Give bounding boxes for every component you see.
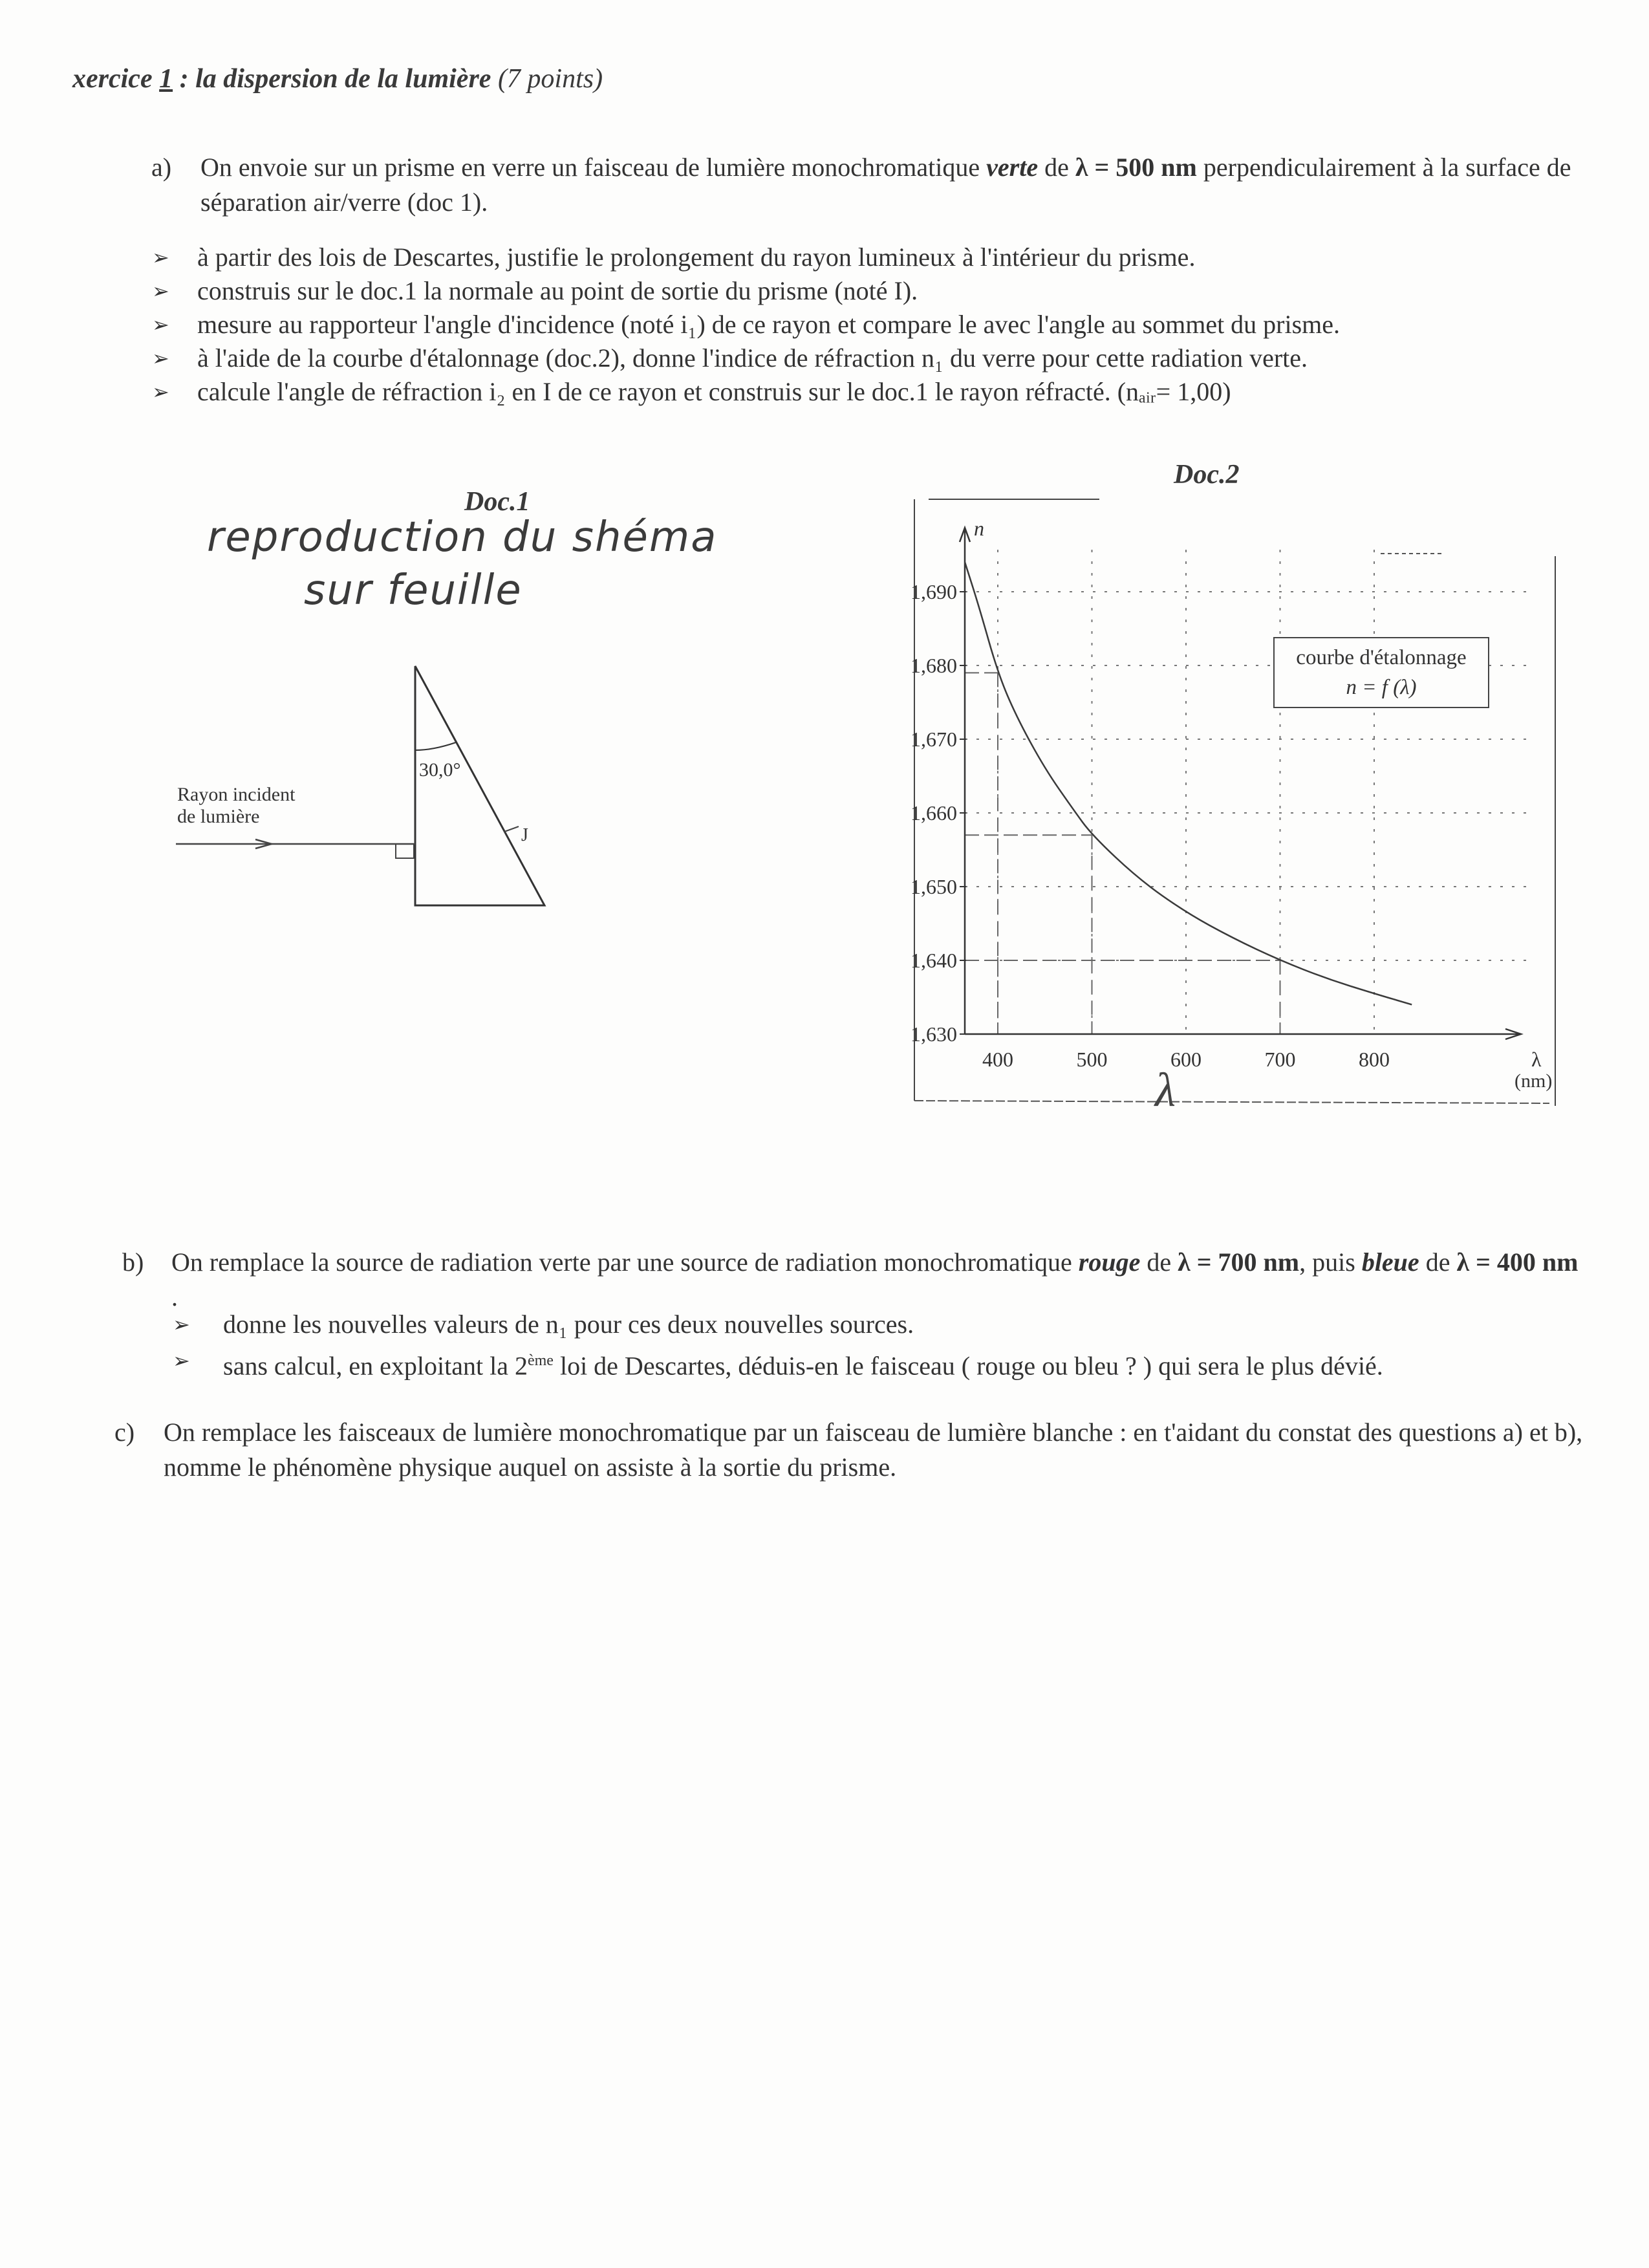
part-b-lambda-red: λ = 700 nm (1178, 1247, 1300, 1277)
x-axis-unit: (nm) (1514, 1070, 1553, 1092)
title-prefix: xercice (72, 64, 160, 94)
list-item (152, 274, 1588, 308)
bullet-text: loi de Descartes, déduis-en le faisceau ( rouge ou bleu ? ) qui sera le plus dévié. (553, 1351, 1383, 1381)
part-a-bullets (152, 241, 1588, 409)
arrow-bullet-icon: ➢ (152, 346, 169, 371)
y-tick-label: 1,680 (911, 654, 957, 677)
prism-triangle (415, 666, 544, 905)
hand-lambda: λ (1155, 1064, 1176, 1112)
doc2-label: Doc.2 (1174, 460, 1240, 490)
prism-diagram (162, 653, 582, 925)
series-line (965, 562, 1412, 1004)
part-b-paragraph (122, 1245, 1588, 1315)
exit-point-tick (504, 826, 519, 832)
part-b-bullets (173, 1306, 1383, 1384)
x-tick-label: 400 (982, 1048, 1013, 1071)
y-tick-label: 1,690 (911, 580, 957, 603)
apex-angle-label: 30,0° (419, 759, 461, 781)
list-item (152, 375, 1588, 409)
x-tick-label: 800 (1359, 1048, 1390, 1071)
part-a-color-word: verte (986, 153, 1039, 182)
exit-point-label: J (521, 825, 528, 845)
y-tick-label: 1,630 (911, 1022, 957, 1046)
arrow-bullet-icon: ➢ (152, 245, 169, 270)
ray-label-line-2: de lumière (177, 806, 260, 827)
arrow-bullet-icon: ➢ (152, 279, 169, 303)
title-points: (7 points) (497, 64, 603, 94)
chart-axes (960, 517, 1552, 1092)
calibration-chart (905, 491, 1571, 1112)
apex-angle-arc (415, 742, 456, 750)
part-b-red-word: rouge (1078, 1247, 1141, 1277)
x-tick-label: 700 (1264, 1048, 1296, 1071)
y-tick-label: 1,670 (911, 728, 957, 751)
bullet-text: à partir des lois de Descartes, justifie le prolongement du rayon lumineux à l'intérieur du prisme. (197, 243, 1196, 272)
list-item (173, 1343, 1383, 1384)
part-b-blue-word: bleue (1361, 1247, 1419, 1277)
arrow-bullet-icon: ➢ (173, 1348, 190, 1373)
part-b-lambda-blue: λ = 400 nm (1456, 1247, 1579, 1277)
arrow-bullet-icon: ➢ (173, 1312, 190, 1337)
ray-label-line-1: Rayon incident (177, 784, 296, 805)
title-number: 1 (159, 64, 173, 94)
handwritten-note (207, 511, 789, 617)
part-b-text-3: , puis (1299, 1247, 1362, 1277)
legend-line-1: courbe d'étalonnage (1296, 646, 1467, 669)
part-b-label: b) (122, 1247, 144, 1277)
list-item (152, 341, 1588, 375)
part-a-text-2: de (1038, 153, 1075, 182)
bullet-text: donne les nouvelles valeurs de n₁ pour ces deux nouvelles sources. (223, 1310, 914, 1339)
list-item (152, 308, 1588, 341)
arrow-bullet-icon: ➢ (152, 380, 169, 404)
part-a-label: a) (151, 153, 172, 182)
handwritten-line-2: sur feuille (304, 567, 523, 614)
handwritten-line-1: reproduction du shéma (207, 513, 718, 561)
y-tick-label: 1,650 (911, 875, 957, 898)
part-a-text-1: On envoie sur un prisme en verre un faisceau de lumière monochromatique (200, 153, 987, 182)
y-tick-label: 1,660 (911, 801, 957, 825)
legend-line-2: n = f (λ) (1346, 676, 1417, 699)
chart-legend (1274, 638, 1489, 707)
x-tick-label: 600 (1170, 1048, 1202, 1071)
bullet-text: sans calcul, en exploitant la 2 (223, 1351, 528, 1381)
chart-series (965, 562, 1412, 1004)
bullet-text: à l'aide de la courbe d'étalonnage (doc.2), donne l'indice de réfraction n₁ du verre pour cette radiation verte. (197, 343, 1308, 373)
part-c-paragraph (114, 1415, 1586, 1485)
part-c-text: On remplace les faisceaux de lumière monochromatique par un faisceau de lumière blanche : en t'aidant du constat des questions a) et b), nomme le phénomène physique auquel on assiste à la sortie du prisme. (164, 1418, 1583, 1482)
superscript: ème (527, 1352, 554, 1369)
chart-grid (965, 550, 1526, 1034)
list-item (173, 1306, 1383, 1343)
bullet-text: mesure au rapporteur l'angle d'incidence (noté i₁) de ce rayon et compare le avec l'angle au sommet du prisme. (197, 310, 1341, 339)
x-tick-label: 500 (1076, 1048, 1108, 1071)
y-axis-label: n (974, 517, 984, 540)
chart-frame-bottom (914, 1101, 1549, 1103)
doc1-label: Doc.1 (464, 487, 530, 517)
part-b-text-4: de (1419, 1247, 1457, 1277)
right-angle-mark (396, 844, 414, 858)
x-axis-label: λ (1531, 1048, 1542, 1071)
arrow-bullet-icon: ➢ (152, 312, 169, 337)
bullet-text: calcule l'angle de réfraction i₂ en I de ce rayon et construis sur le doc.1 le rayon réfracté. (nₐᵢᵣ= 1,00) (197, 377, 1231, 406)
exercise-title (72, 63, 603, 94)
part-a-paragraph (151, 150, 1610, 220)
title-main: : la dispersion de la lumière (173, 64, 498, 94)
part-a-text-3: perpendiculairement à la surface de séparation air/verre (doc 1). (200, 153, 1571, 217)
part-b-text-2: de (1140, 1247, 1178, 1277)
y-tick-label: 1,640 (911, 949, 957, 972)
bullet-text: construis sur le doc.1 la normale au point de sortie du prisme (noté I). (197, 276, 918, 305)
part-a-lambda: λ = 500 nm (1075, 153, 1197, 182)
list-item (152, 241, 1588, 274)
part-c-label: c) (114, 1418, 135, 1447)
part-b-text-5: . (171, 1282, 178, 1312)
part-b-text-1: On remplace la source de radiation verte par une source de radiation monochromatique (171, 1247, 1079, 1277)
